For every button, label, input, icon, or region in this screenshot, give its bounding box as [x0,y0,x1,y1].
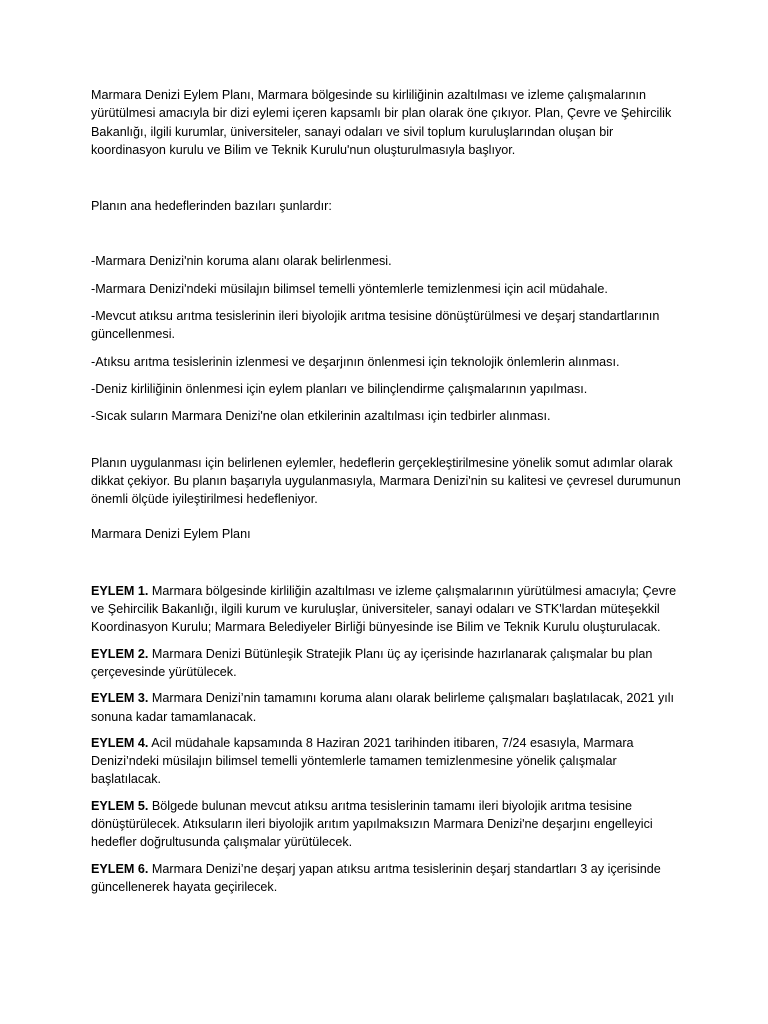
action-label: EYLEM 5. [91,798,149,813]
action-item [91,860,681,897]
conclusion-paragraph: Planın uygulanması için belirlenen eylemler, hedeflerin gerçekleştirilmesine yönelik somut adımlar olarak dikkat çekiyor. Bu planın başarıyla uygulanmasıyla, Marmara Denizi'nin su kalitesi ve çevresel durumunun önemli ölçüde iyileştirilmesi hedefleniyor. [91,455,681,507]
document-page [91,86,681,904]
action-label: EYLEM 1. [91,583,149,598]
action-text: Marmara Denizi’nin tamamını koruma alanı olarak belirleme çalışmaları başlatılacak, 2021 yılı sonuna kadar tamamlanacak. [91,691,675,724]
action-item [91,689,681,726]
action-label: EYLEM 3. [91,691,149,706]
action-text: Marmara bölgesinde kirliliğin azaltılması ve izleme çalışmalarının yürütülmesi amacıyla; Çevre ve Şehircilik Bakanlığı, ilgili kurum ve kuruluşlar, üniversiteler, sanayi odaları ve STK'lardan müteşekkil Koordinasyon Kurulu; Marmara Belediyeler Birliği bünyesinde ise Bilim ve Teknik Kurulu oluşturulacak. [91,583,677,635]
action-text: Marmara Denizi’ne deşarj yapan atıksu arıtma tesislerinin deşarj standartları 3 ay içerisinde güncellenerek hayata geçirilecek. [91,861,661,894]
goal-item: -Sıcak suların Marmara Denizi'ne olan etkilerinin azaltılması için tedbirler alınması. [91,409,551,424]
plan-title: Marmara Denizi Eylem Planı [91,527,251,542]
goals-heading: Planın ana hedeflerinden bazıları şunlardır: [91,199,332,214]
goal-item: -Deniz kirliliğinin önlenmesi için eylem planları ve bilinçlendirme çalışmalarının yapılması. [91,381,588,396]
action-text: Marmara Denizi Bütünleşik Stratejik Planı üç ay içerisinde hazırlanarak çalışmalar bu plan çerçevesinde yürütülecek. [91,646,653,679]
goals-list [91,252,681,425]
action-label: EYLEM 2. [91,646,149,661]
goal-item: -Marmara Denizi'nin koruma alanı olarak belirlenmesi. [91,254,392,269]
action-item [91,645,681,682]
action-label: EYLEM 6. [91,861,149,876]
actions-list [91,582,681,896]
goal-item: -Marmara Denizi'ndeki müsilajın bilimsel temelli yöntemlerle temizlenmesi için acil müdahale. [91,281,608,296]
action-text: Bölgede bulunan mevcut atıksu arıtma tesislerinin tamamı ileri biyolojik arıtma tesisine dönüştürülecek. Atıksuların ileri biyolojik arıtım yapılmaksızın Marmara Denizi'ne deşarjını engelleyici hedefler doğrultusunda çalışmalar yürütülecek. [91,798,653,850]
intro-paragraph: Marmara Denizi Eylem Planı, Marmara bölgesinde su kirliliğinin azaltılması ve izleme çalışmalarının yürütülmesi amacıyla bir dizi eylemi içeren kapsamlı bir plan olarak öne çıkıyor. Plan, Çevre ve Şehircilik Bakanlığı, ilgili kurumlar, üniversiteler, sanayi odaları ve sivil toplum kuruluşlarından oluşan bir koordinasyon kurulu ve Bilim ve Teknik Kurulu'nun oluşturulmasıyla başlıyor. [91,88,672,157]
action-label: EYLEM 4. [91,735,149,750]
action-item [91,797,681,852]
goal-item: -Atıksu arıtma tesislerinin izlenmesi ve deşarjının önlenmesi için teknolojik önlemlerin alınması. [91,354,620,369]
action-item [91,582,681,637]
action-text: Acil müdahale kapsamında 8 Haziran 2021 tarihinden itibaren, 7/24 esasıyla, Marmara Denizi’ndeki müsilajın bilimsel temelli yöntemlerle tamamen temizlenmesine yönelik çalışmalar başlatılacak. [91,735,634,787]
goal-item: -Mevcut atıksu arıtma tesislerinin ileri biyolojik arıtma tesisine dönüştürülmesi ve deşarj standartlarının güncellenmesi. [91,309,660,342]
action-item [91,734,681,789]
